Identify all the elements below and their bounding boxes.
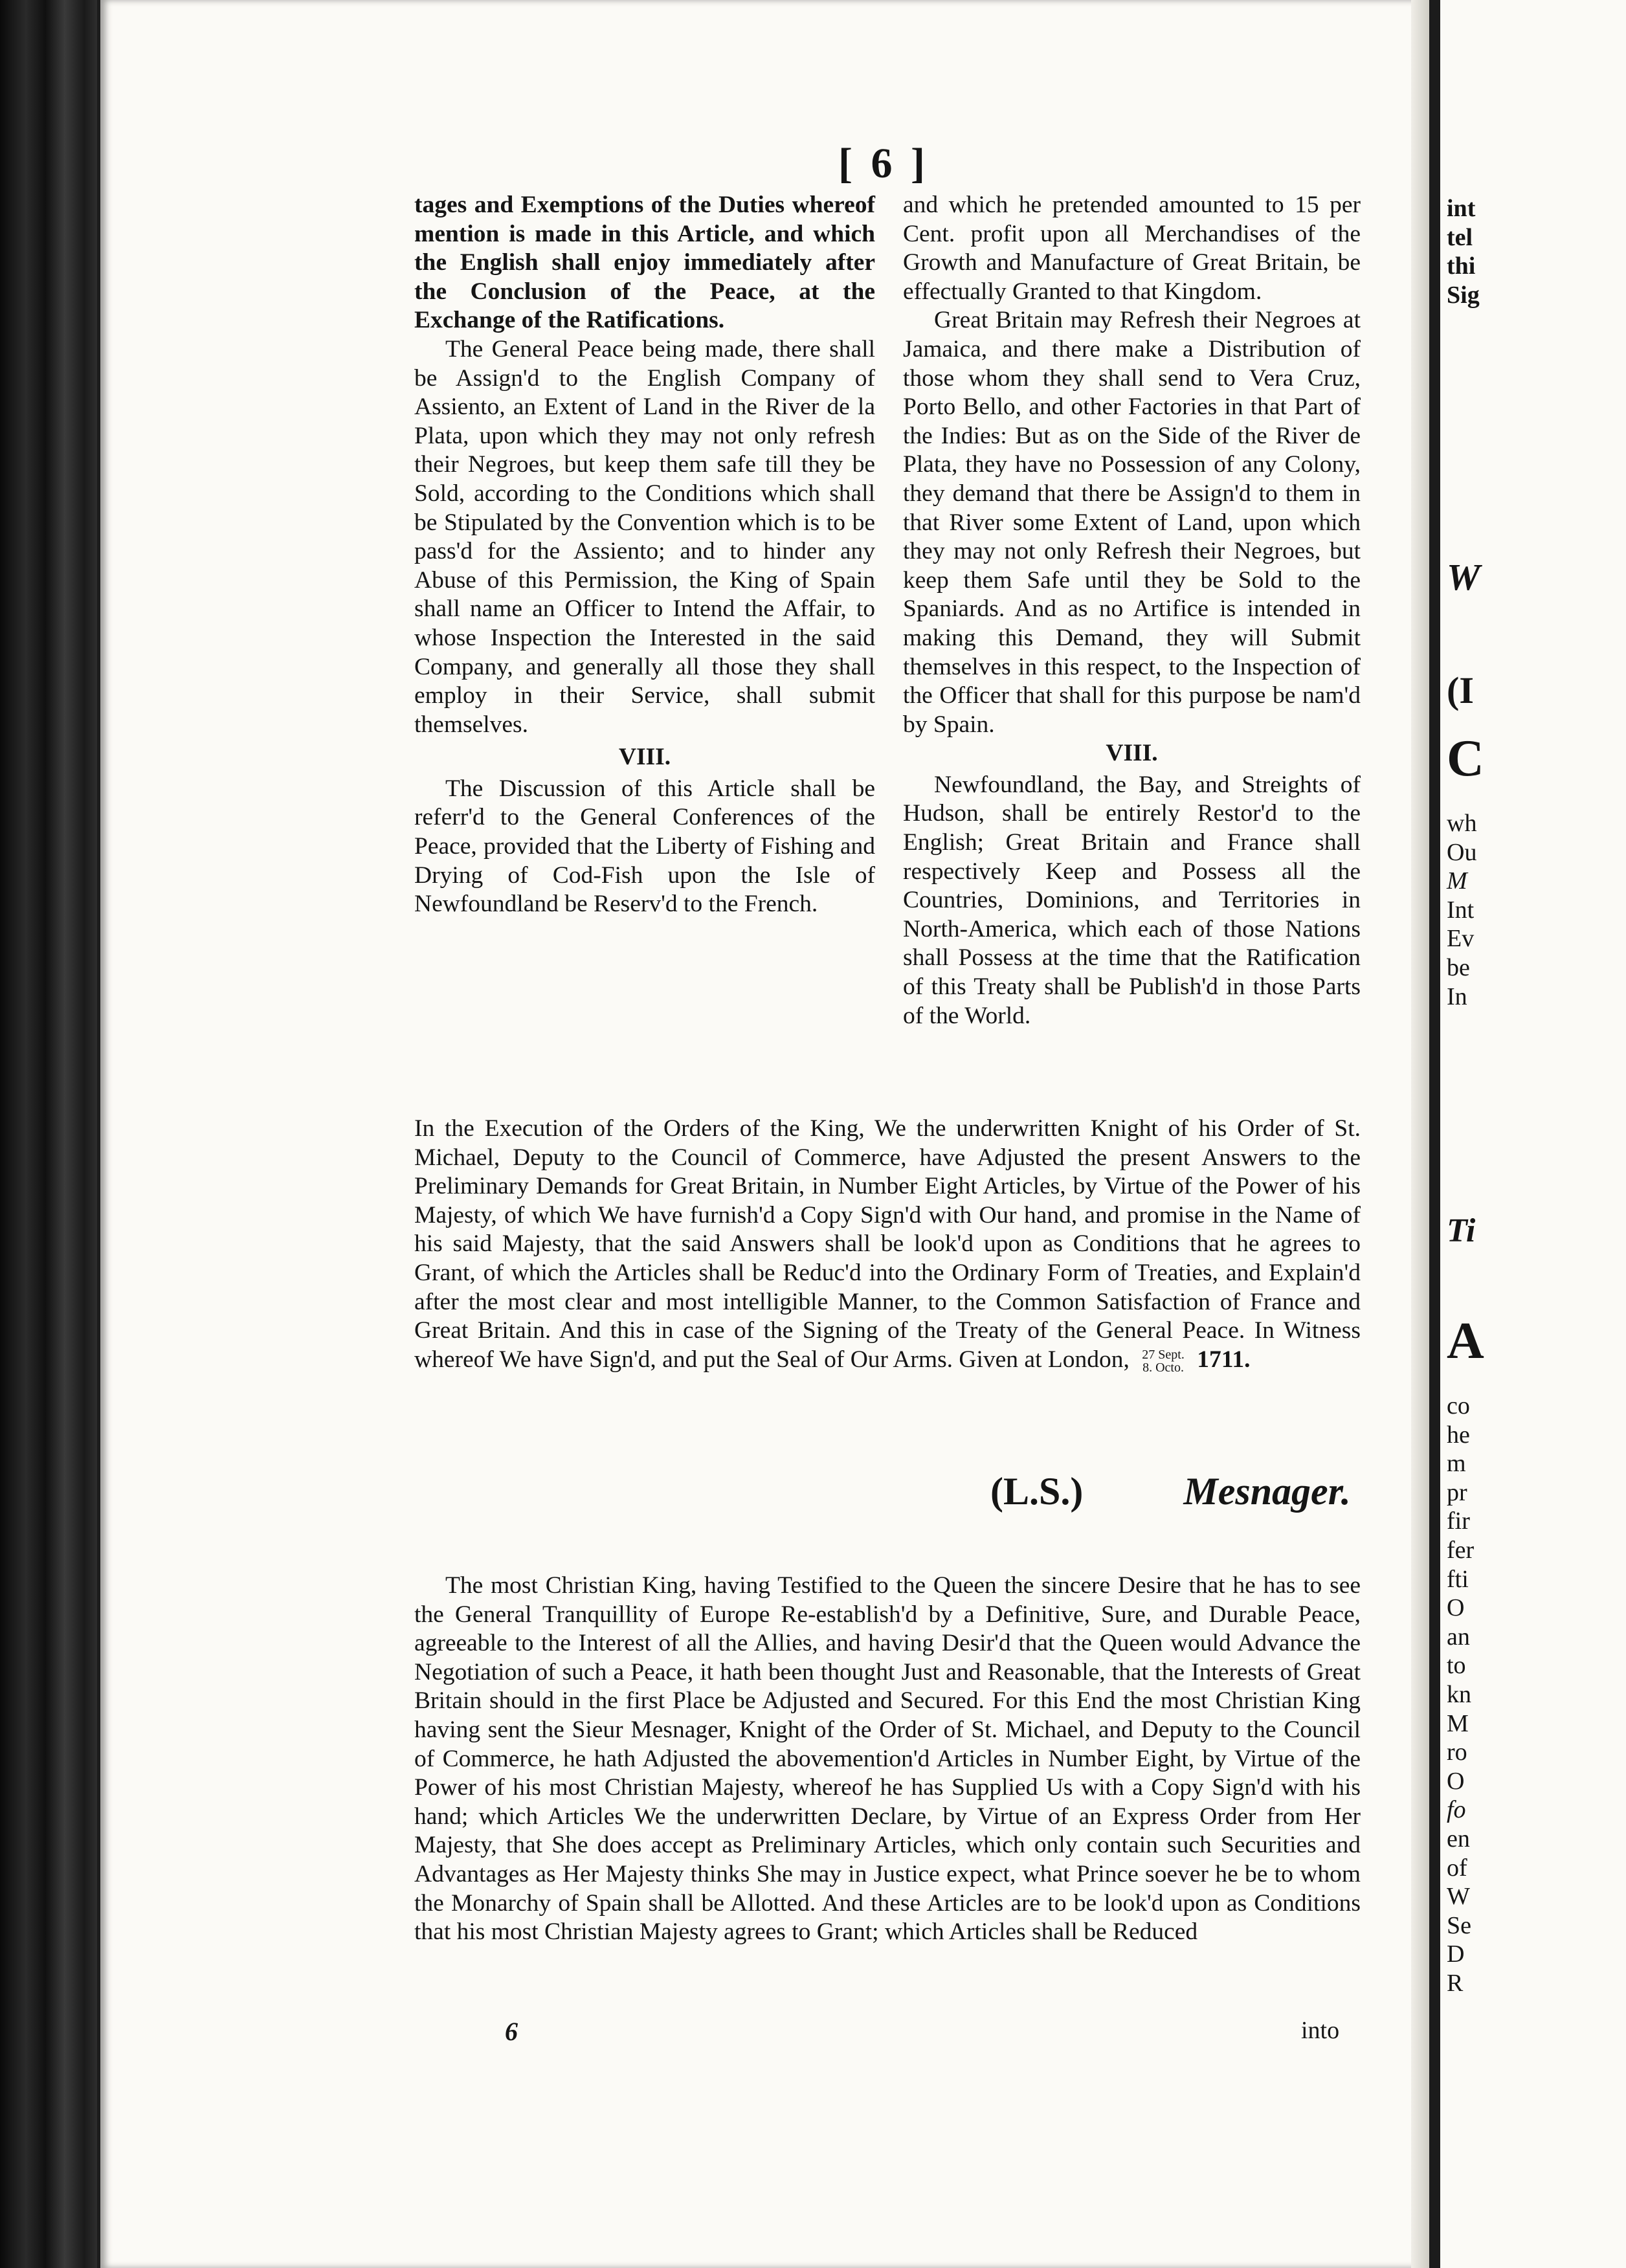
next-mid-4: Int [1447, 896, 1475, 924]
declaration-paragraph [414, 1572, 1361, 1947]
next-bot-15: fo [1447, 1796, 1466, 1824]
next-bot-16: en [1447, 1825, 1470, 1852]
next-bot-9: an [1447, 1623, 1470, 1651]
page-edge [1411, 0, 1429, 2268]
next-bot-5: fir [1447, 1507, 1470, 1535]
right-para-1: and which he pretended amounted to 15 per Cent. profit upon all Merchandises of the Growth and Manufacture of Great Britain, be effectually Granted to that Kingdom. [903, 192, 1361, 305]
next-line-3: thi [1447, 252, 1476, 280]
next-bot-21: R [1447, 1969, 1464, 1997]
next-mid-5: Ev [1447, 925, 1475, 953]
right-column [903, 191, 1361, 1030]
right-article-heading: VIII. [1106, 740, 1158, 767]
next-bot-17: of [1447, 1854, 1467, 1882]
next-bot-20: D [1447, 1940, 1465, 1968]
next-bot-19: Se [1447, 1911, 1471, 1939]
certification-year: 1711. [1197, 1346, 1251, 1373]
next-page-initial-c: C [1447, 730, 1484, 787]
next-mid-1: wh [1447, 810, 1477, 837]
next-bot-3: m [1447, 1450, 1466, 1478]
certification-text: In the Execution of the Orders of the King, We the underwritten Knight of his Order of St. Michael, Deputy to the Council of Commerce, have Adjusted the present Answers to the Preliminary Demands for Great Britain, in Number Eight Articles, by Virtue of the Power of his Majesty, of which We have furnish'd a Copy Sign'd with Our hand, and promise in the Name of his said Majesty, that the said Answers shall be look'd upon as Conditions that he agrees to Grant, of which the Articles shall be Reduc'd into the Ordinary Form of Treaties, and Explain'd after the most clear and most intelligible Manner, to the Common Satisfaction of France and Great Britain. And this in case of the Signing of the Treaty of the General Peace. In Witness whereof We have Sign'd, and put the Seal of Our Arms. Given at London, [414, 1115, 1361, 1373]
declaration-text: The most Christian King, having Testified to the Queen the sincere Desire that he has to see the General Tranquillity of Europe Re-establish'd by a Definitive, Sure, and Durable Peace, agreeable to the Interest of all the Allies, and having Desir'd that the Queen would Advance the Negotiation of such a Peace, it hath been thought Just and Reasonable, that the Interests of Great Britain should in the first Place be Adjusted and Secured. For this End the most Christian King having sent the Sieur Mesnager, Knight of the Order of St. Michael, and Deputy to the Council of Commerce, he hath Adjusted the abovemention'd Articles in Number Eight, by Virtue of the Power of his most Christian Majesty, whereof he has Supplied Us with a Copy Sign'd with his hand; which Articles We the underwritten Declare, by Virtue of an Express Order from Her Majesty, that She does accept as Preliminary Articles, which only contain such Securities and Advantages as Her Majesty thinks She may in Justice expect, what Prince soever he be to whom the Monarchy of Spain shall be Allotted. And these Articles are to be look'd upon as Conditions that his most Christian Majesty agrees to Grant; which Articles shall be Reduced [414, 1572, 1361, 1946]
next-bot-4: pr [1447, 1478, 1467, 1506]
next-bot-1: co [1447, 1392, 1470, 1419]
left-para-2: The General Peace being made, there shall be Assign'd to the English Company of Assiento, an Extent of Land in the River de la Plata, upon which they may not only refresh their Negroes, but keep them safe till they be Sold, according to the Conditions which shall be Stipulated by the Convention which is to be pass'd for the Assiento; and to hinder any Abuse of this Permission, the King of Spain shall name an Officer to Intend the Affair, to whose Inspection the Interested in the said Company, and generally all those they shall employ in their Service, shall submit themselves. [414, 335, 875, 738]
next-mid-6: be [1447, 953, 1470, 981]
next-page-w: W [1447, 556, 1480, 598]
page-number: [ 6 ] [838, 140, 929, 187]
date-old-style: 27 Sept. [1142, 1348, 1185, 1362]
next-bot-8: O [1447, 1594, 1465, 1622]
next-bot-6: fer [1447, 1536, 1475, 1564]
certification-paragraph [414, 1115, 1361, 1374]
left-column [414, 191, 875, 919]
left-para-1: tages and Exemptions of the Duties whereof mention is made in this Article, and which the English shall enjoy immediately after the Conclusion of the Peace, at the Exchange of the Ratifications. [414, 192, 875, 334]
binding-gutter [0, 0, 97, 2268]
next-line-2: tel [1447, 223, 1473, 251]
next-mid-7: In [1447, 983, 1467, 1010]
next-bot-10: to [1447, 1652, 1466, 1680]
next-page-initial-a: A [1447, 1313, 1484, 1370]
date-new-style: 8. Octo. [1142, 1361, 1184, 1375]
left-para-3: The Discussion of this Article shall be referr'd to the General Conferences of the Peace, provided that the Liberty of Fishing and Drying of Cod-Fish upon the Isle of Newfoundland be Reserv'd to the French. [414, 775, 875, 918]
signatory-name: Mesnager. [1183, 1470, 1351, 1513]
next-bot-2: he [1447, 1421, 1470, 1449]
right-para-2: Great Britain may Refresh their Negroes at Jamaica, and there make a Distribution of those whom they shall send to Vera Cruz, Porto Bello, and other Factories in that Part of the Indies: But as on the Side of the River de Plata, they have no Possession of any Colony, they demand that there be Assign'd to them in that River some Extent of Land, upon which they may not only Refresh their Negroes, but keep them Safe until they be Sold to the Spaniards. And as no Artifice is intended in making this Demand, they will Submit themselves in this respect, to the Inspection of the Officer that shall for this purpose be nam'd by Spain. [903, 307, 1361, 738]
next-bot-18: W [1447, 1883, 1470, 1911]
next-bot-11: kn [1447, 1680, 1471, 1708]
next-mid-2: Ou [1447, 838, 1477, 866]
right-para-3: Newfoundland, the Bay, and Streights of Hudson, shall be entirely Restor'd to the English; Great Britain and France shall respectively Keep and Possess all the Countries, Dominions, and Territories in North-America, which each of those Nations shall Possess at the time that the Ratification of this Treaty shall be Publish'd in those Parts of the World. [903, 771, 1361, 1029]
next-page-top-lines [1447, 194, 1621, 309]
next-bot-14: O [1447, 1767, 1465, 1795]
next-bot-12: M [1447, 1709, 1469, 1737]
left-article-heading: VIII. [618, 744, 671, 771]
next-page-bottom-lines [1447, 1392, 1621, 1997]
next-page-paren: (I [1447, 669, 1474, 711]
signature-line [990, 1469, 1411, 1514]
next-bot-7: fti [1447, 1565, 1469, 1593]
next-line-4: Sig [1447, 281, 1480, 309]
footer-signature-mark: 6 [505, 2017, 518, 2046]
footer-catchword: into [1301, 2017, 1340, 2044]
next-bot-13: ro [1447, 1739, 1467, 1766]
seal-mark: (L.S.) [990, 1470, 1084, 1513]
adjacent-page [1440, 0, 1626, 2268]
next-line-1: int [1447, 195, 1476, 222]
next-page-t: Ti [1447, 1212, 1476, 1249]
next-mid-3: M [1447, 867, 1467, 895]
next-page-mid-lines [1447, 809, 1621, 1011]
